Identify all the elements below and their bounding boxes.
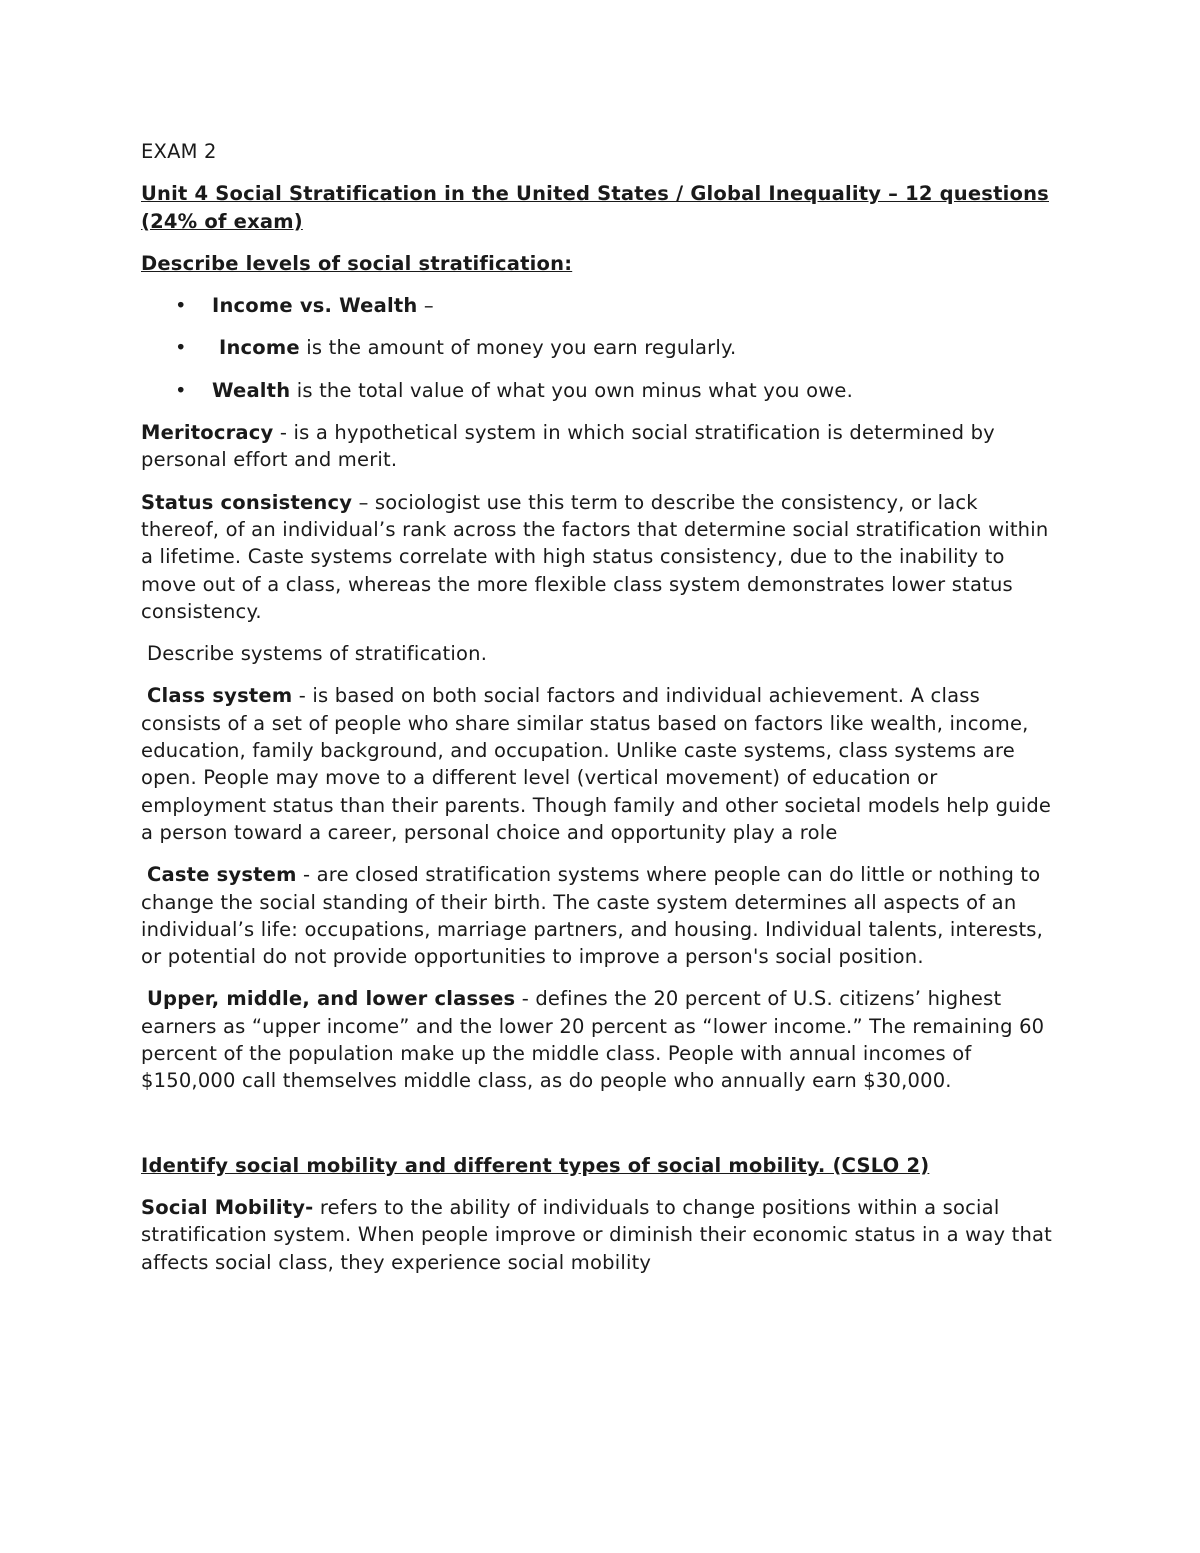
social-mobility-paragraph bbox=[141, 1194, 1061, 1276]
spacer bbox=[141, 1110, 1061, 1152]
bullet-term: Wealth bbox=[212, 378, 291, 402]
document-page bbox=[141, 138, 1061, 1291]
meritocracy-text: - is a hypothetical system in which social stratification is determined by personal effort and merit. bbox=[141, 421, 995, 472]
social-mobility-text: refers to the ability of individuals to change positions within a social stratification system. When people improve or diminish their economic status in a way that affects social class, they experience social mobility bbox=[141, 1195, 1053, 1274]
bullet-term: Income vs. Wealth bbox=[212, 294, 418, 318]
class-system-term: Class system bbox=[147, 684, 293, 708]
status-consistency-term: Status consistency bbox=[141, 490, 353, 514]
bullet-icon: • bbox=[175, 378, 187, 402]
bullet-item bbox=[141, 334, 1061, 361]
meritocracy-term: Meritocracy bbox=[141, 421, 274, 445]
classes-term: Upper, middle, and lower classes bbox=[147, 987, 516, 1011]
caste-system-text: - are closed stratification systems where people can do little or nothing to change the social standing of their birth. The caste system determines all aspects of an individual’s life: occupations, marriage partners, and housing. Individual talents, interests, or potential do not provide opportunities to improve a person's social position. bbox=[141, 863, 1044, 969]
systems-heading: Describe systems of stratification. bbox=[147, 642, 488, 666]
class-system-paragraph bbox=[141, 682, 1061, 846]
bullet-list bbox=[141, 292, 1061, 404]
bullet-text: is the amount of money you earn regularly. bbox=[299, 336, 737, 360]
bullet-item bbox=[141, 292, 1061, 319]
mobility-heading: Identify social mobility and different types of social mobility. (CSLO 2) bbox=[141, 1153, 930, 1177]
bullet-icon: • bbox=[175, 294, 187, 318]
classes-text: - defines the 20 percent of U.S. citizens’ highest earners as “upper income” and the lower 20 percent as “lower income.” The remaining 60 percent of the population make up the middle class. People with annual incomes of $150,000 call themselves middle class, as do people who annually earn $30,000. bbox=[141, 987, 1045, 1093]
caste-system-paragraph bbox=[141, 861, 1061, 970]
meritocracy-paragraph bbox=[141, 419, 1061, 474]
status-consistency-text: – sociologist use this term to describe the consistency, or lack thereof, of an individual’s rank across the factors that determine social stratification within a lifetime. Caste systems correlate with high status consistency, due to the inability to move out of a class, whereas the more flexible class system demonstrates lower status consistency. bbox=[141, 490, 1049, 623]
bullet-item bbox=[141, 377, 1061, 404]
status-consistency-paragraph bbox=[141, 489, 1061, 625]
levels-heading: Describe levels of social stratification: bbox=[141, 251, 573, 275]
bullet-icon: • bbox=[175, 336, 187, 360]
class-system-text: - is based on both social factors and individual achievement. A class consists of a set of people who share similar status based on factors like wealth, income, education, family background, and occupation. Unlike caste systems, class systems are open. People may move to a different level (vertical movement) of education or employment status than their parents. Though family and other societal models help guide a person toward a career, personal choice and opportunity play a role bbox=[141, 684, 1052, 844]
unit-heading: Unit 4 Social Stratification in the United States / Global Inequality – 12 questions (24% of exam) bbox=[141, 182, 1049, 233]
social-mobility-term: Social Mobility- bbox=[141, 1195, 314, 1219]
caste-system-term: Caste system bbox=[147, 863, 297, 887]
bullet-text: – bbox=[417, 294, 434, 318]
classes-paragraph bbox=[141, 985, 1061, 1094]
bullet-text: is the total value of what you own minus what you owe. bbox=[290, 378, 853, 402]
bullet-term: Income bbox=[212, 336, 300, 360]
exam-title: EXAM 2 bbox=[141, 140, 217, 163]
